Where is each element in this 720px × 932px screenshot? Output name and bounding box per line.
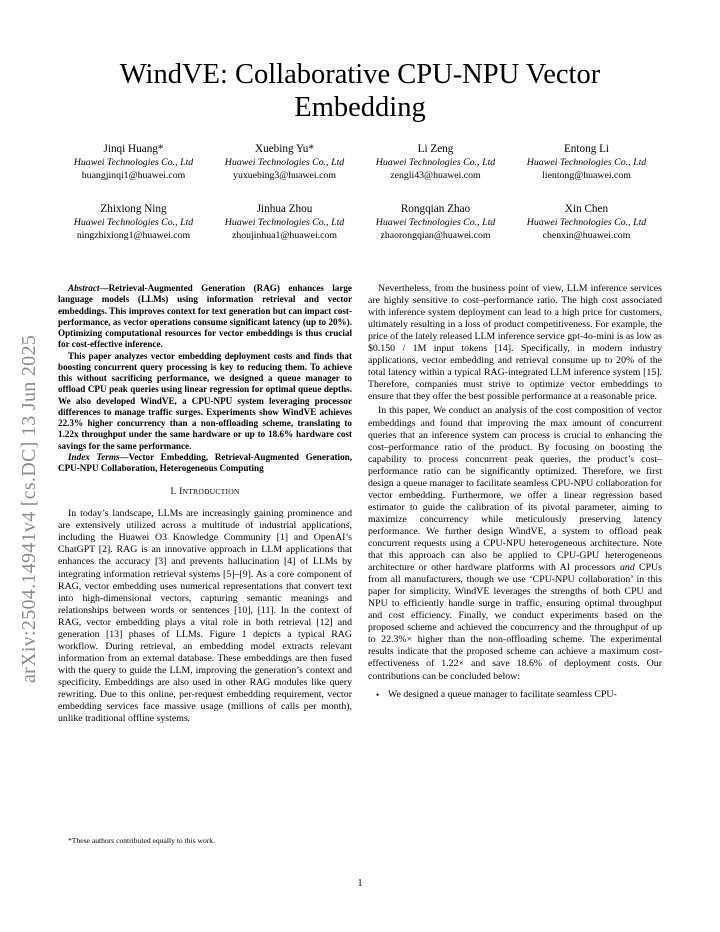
author-name: Entong Li (563, 143, 610, 155)
page-number: 1 (357, 878, 363, 889)
right-paragraph-2-and: and (620, 562, 635, 574)
abstract-paragraph-1: —Retrieval-Augmented Generation (RAG) enhances large language models (LLMs) using information retrieval and vector embeddings. This improves context for text generation but can impact cost-performance, as vector operations consume significant latency (up to 20%). Optimizing computational resources for vector embeddings is thus crucial for cost-effective inference. (58, 283, 352, 350)
author-block (58, 203, 209, 243)
author-block (360, 143, 511, 183)
paper-title (60, 58, 660, 124)
right-paragraph-1: Nevertheless, from the business point of view, LLM inference services are highly sensitive to cost–performance ratio. The high cost associated with inference system deployment can lead to a high price for customers, ultimately resulting in a loss of product competitiveness. For example, the price of the lately released LLM inference service gpt-4o-mini is as low as $0.150 / 1M input tokens [14]. Specifically, in modern industry applications, vector embedding and retrieval consume up to 20% of the total latency within a typical RAG-integrated LLM inference system [15]. Therefore, companies must strive to optimize vector embeddings to ensure that they offer the best possible performance at a reasonable price. (368, 283, 662, 403)
author-block (209, 143, 360, 183)
authors-row-2 (58, 203, 662, 243)
author-affiliation: Huawei Technologies Co., Ltd (526, 217, 647, 229)
abstract-lead: Abstract (68, 283, 100, 293)
left-column (58, 283, 352, 725)
author-affiliation: Huawei Technologies Co., Ltd (526, 157, 647, 169)
author-affiliation: Huawei Technologies Co., Ltd (73, 217, 194, 229)
author-affiliation: Huawei Technologies Co., Ltd (375, 217, 496, 229)
author-name: Xuebing Yu* (255, 143, 314, 155)
right-paragraph-2a: In this paper, We conduct an analysis of the cost composition of vector embeddings and found that improving the max amount of concurrent queries that an inference system can process is crucial to enhancing the cost–performance ratio of the product. By focusing on boosting the capability to process concurrent peak queries, the product’s cost–performance ratio can be significantly optimized. Therefore, we first design a queue manager to facilitate seamless CPU-NPU collaboration for vector embedding. Furthermore, we offer a linear regression based estimator to guide the calibration of its pivotal parameter, aiming to maximize concurrency while meticulously preserving latency performance. We further design WindVE, a system to offload peak concurrent requests using a CPU-NPU heterogeneous architecture. Note that this approach can also be applied to CPU-GPU heterogeneous architecture or other hardware platforms with AI processors (368, 405, 662, 574)
bullet-text: We designed a queue manager to facilitate seamless CPU- (388, 688, 617, 700)
section-heading-introduction (58, 486, 352, 498)
author-block (209, 203, 360, 243)
author-block (360, 203, 511, 243)
author-affiliation: Huawei Technologies Co., Ltd (375, 157, 496, 169)
author-email[interactable]: zhoujinhua1@huawei.com (231, 230, 338, 242)
author-block (511, 143, 662, 183)
author-affiliation: Huawei Technologies Co., Ltd (73, 157, 194, 169)
index-terms-lead: Index Terms (68, 451, 120, 462)
abstract-paragraph-2: This paper analyzes vector embedding deployment costs and finds that boosting concurrent query processing is key to reducing them. To achieve this without sacrificing performance, we designed a queue manager to offload CPU peak queries using linear regression for optimal queue depths. We also developed WindVE, a CPU-NPU system leveraging processor differences to manage traffic surges. Experiments show WindVE achieves 22.3% higher concurrency than a non-offloading scheme, translating to 1.22x throughput under the same hardware or up to 18.6% hardware cost savings for the same performance. (58, 350, 352, 451)
author-email[interactable]: yuxuebing3@huawei.com (233, 170, 336, 182)
author-email[interactable]: chenxin@huawei.com (542, 230, 631, 242)
author-email[interactable]: zengli43@huawei.com (390, 170, 481, 182)
author-name: Jinhua Zhou (256, 203, 313, 215)
author-email[interactable]: zhaorongqian@huawei.com (380, 230, 491, 242)
introduction-body (58, 508, 352, 725)
bullet-icon: • (376, 689, 380, 700)
author-name: Xin Chen (564, 203, 609, 215)
author-name: Zhixiong Ning (100, 203, 167, 215)
author-name: Jinqi Huang* (103, 143, 164, 155)
intro-paragraph-1: In today’s landscape, LLMs are increasingly gaining prominence and are extensively utilized across a multitude of industrial applications, including the Huawei O3 Knowledge Community [1] and OpenAI’s ChatGPT [2]. RAG is an innovative approach in LLM applications that enhances the accuracy [3] and prevents hallucination [4] of LLMs by integrating information retrieval systems [5]–[9]. As a core component of RAG, vector embedding uses numerical representations that convert text into high-dimensional vectors, capturing semantic meanings and relationships between words or sentences [10], [11]. In the context of RAG, vector embedding plays a vital role in both retrieval [12] and generation [13] phases of LLMs. Figure 1 depicts a typical RAG workflow. During retrieval, an embedding model extracts relevant information from an external database. These embeddings are then fused with the query to guide the LLM, improving the generation’s context and specificity. Embeddings are also used in other RAG modules like query rewriting. Due to this online, per-request embedding requirement, vector embedding services face massive usage (millions of calls per month), unlike traditional offline systems. (58, 508, 352, 725)
contribution-bullet-1 (368, 689, 662, 701)
index-terms-text: —Vector Embedding, Retrieval-Augmented Generation, CPU-NPU Collaboration, Heterogeneous Computing (58, 451, 352, 473)
author-block (511, 203, 662, 243)
author-email[interactable]: lientong@huawei.com (542, 170, 631, 182)
author-email[interactable]: ningzhixiong1@huawei.com (76, 230, 191, 242)
author-email[interactable]: huangjinqi1@huawei.com (81, 170, 186, 182)
abstract (58, 283, 352, 474)
author-block (58, 143, 209, 183)
author-name: Rongqian Zhao (400, 203, 471, 215)
section-rest: NTRODUCTION (182, 487, 240, 497)
title-line-1: WindVE: Collaborative CPU-NPU Vector (119, 59, 601, 90)
index-terms (58, 452, 352, 475)
section-numeral: I. (170, 486, 180, 498)
author-affiliation: Huawei Technologies Co., Ltd (224, 217, 345, 229)
right-paragraph-2b: CPUs from all manufacturers, though we use ‘CPU-NPU collaboration’ in this paper for simplicity. WindVE leverages the strengths of both CPU and NPU to efficiently handle surge in traffic, ensuring optimal throughput and cost efficiency. Finally, we conduct experiments based on the proposed scheme and achieved the concurrency and the throughput of up to 22.3%× higher than the non-offloading scheme. The experimental results indicate that the proposed scheme can achieve a maximum cost-effectiveness of 1.22× and save 18.6% of deployment costs. Our contributions can be concluded below: (368, 562, 662, 682)
section-first-letter: I (179, 486, 183, 498)
right-body (368, 283, 662, 701)
right-paragraph-2 (368, 405, 662, 682)
author-name: Li Zeng (417, 143, 454, 155)
right-column (368, 283, 662, 701)
title-line-2: Embedding (294, 92, 426, 123)
arxiv-stamp: arXiv:2504.14941v4 [cs.DC] 13 Jun 2025 (18, 334, 40, 683)
footnote: *These authors contributed equally to this work. (68, 836, 215, 845)
author-affiliation: Huawei Technologies Co., Ltd (224, 157, 345, 169)
authors-row-1 (58, 143, 662, 183)
